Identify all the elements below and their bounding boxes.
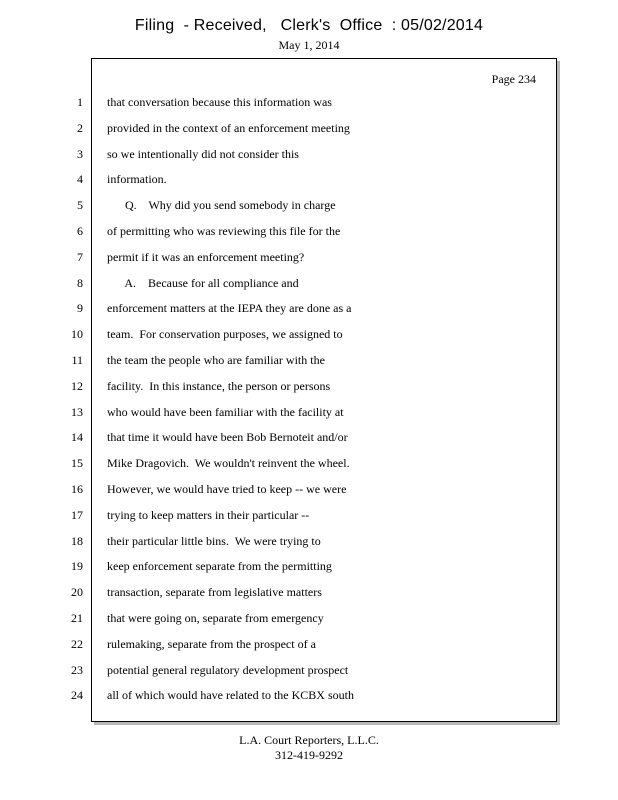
line-number: 4 [77, 172, 83, 187]
line-text: keep enforcement separate from the permitting [107, 559, 332, 574]
transcript-line [0, 688, 618, 708]
transcript-line [0, 327, 618, 347]
line-text: A. Because for all compliance and [107, 275, 299, 290]
transcript-line [0, 405, 618, 425]
line-number: 1 [77, 95, 83, 109]
line-number: 8 [77, 275, 83, 290]
line-text: Mike Dragovich. We wouldn't reinvent the wheel. [107, 456, 350, 471]
transcript-line [0, 456, 618, 476]
transcript-line [0, 585, 618, 605]
line-text: enforcement matters at the IEPA they are done as a [107, 301, 352, 316]
line-text: permit if it was an enforcement meeting? [107, 249, 305, 264]
line-number: 16 [71, 482, 83, 496]
line-number: 21 [71, 611, 83, 625]
line-number: 22 [71, 636, 83, 651]
line-number: 7 [77, 249, 83, 264]
transcript-line [0, 301, 618, 321]
transcript-line [0, 379, 618, 399]
line-text: who would have been familiar with the facility at [107, 404, 344, 419]
line-text: all of which would have related to the KCBX south [107, 688, 354, 703]
line-number: 18 [71, 533, 83, 548]
line-text: trying to keep matters in their particular -- [107, 507, 310, 522]
transcript-line [0, 276, 618, 296]
line-text: that time it would have been Bob Bernoteit and/or [107, 430, 348, 445]
line-text: that were going on, separate from emergency [107, 611, 324, 625]
transcript-line [0, 663, 618, 683]
line-number: 24 [71, 688, 83, 703]
line-number: 12 [71, 378, 83, 393]
document-date: May 1, 2014 [278, 38, 340, 52]
line-text: facility. In this instance, the person or persons [107, 378, 331, 393]
line-number: 5 [77, 198, 83, 213]
line-number: 19 [71, 559, 83, 574]
transcript-line [0, 430, 618, 450]
line-text: provided in the context of an enforcement meeting [107, 120, 350, 135]
line-number: 15 [71, 456, 83, 471]
transcript-line [0, 224, 618, 244]
line-text: rulemaking, separate from the prospect of a [107, 636, 316, 651]
footer-phone: 312-419-9292 [275, 748, 343, 762]
transcript-line [0, 172, 618, 192]
line-number: 14 [71, 430, 83, 445]
transcript-line [0, 353, 618, 373]
line-number: 10 [71, 327, 83, 342]
line-text: potential general regulatory development prospect [107, 662, 349, 677]
transcript-line [0, 147, 618, 167]
line-text: the team the people who are familiar with the [107, 353, 325, 367]
line-text: transaction, separate from legislative matters [107, 585, 322, 600]
line-text: their particular little bins. We were trying to [107, 533, 321, 548]
transcript-line [0, 637, 618, 657]
transcript-line [0, 611, 618, 631]
line-number: 13 [71, 404, 83, 419]
line-number: 17 [71, 507, 83, 522]
transcript-line [0, 534, 618, 554]
line-text: However, we would have tried to keep -- we were [107, 482, 347, 496]
filing-stamp: Filing - Received, Clerk's Office : 05/02/2014 [134, 17, 484, 34]
transcript-line [0, 95, 618, 115]
line-number: 11 [71, 353, 83, 367]
page-number: Page 234 [491, 72, 536, 86]
line-number: 6 [77, 224, 83, 238]
line-number: 3 [77, 146, 83, 161]
line-number: 9 [77, 301, 83, 316]
transcript-line [0, 250, 618, 270]
transcript-line [0, 559, 618, 579]
footer-company: L.A. Court Reporters, L.L.C. [239, 733, 379, 747]
line-text: of permitting who was reviewing this file for the [107, 224, 341, 238]
line-text: so we intentionally did not consider this [107, 146, 299, 161]
transcript-line [0, 198, 618, 218]
transcript-line [0, 121, 618, 141]
line-number: 23 [71, 662, 83, 677]
line-number: 20 [71, 585, 83, 600]
line-text: Q. Why did you send somebody in charge [107, 198, 336, 213]
line-text: team. For conservation purposes, we assigned to [107, 327, 343, 342]
transcript-line [0, 482, 618, 502]
transcript-line [0, 508, 618, 528]
line-text: information. [107, 172, 167, 187]
line-number: 2 [77, 120, 83, 135]
line-text: that conversation because this information was [107, 95, 332, 109]
